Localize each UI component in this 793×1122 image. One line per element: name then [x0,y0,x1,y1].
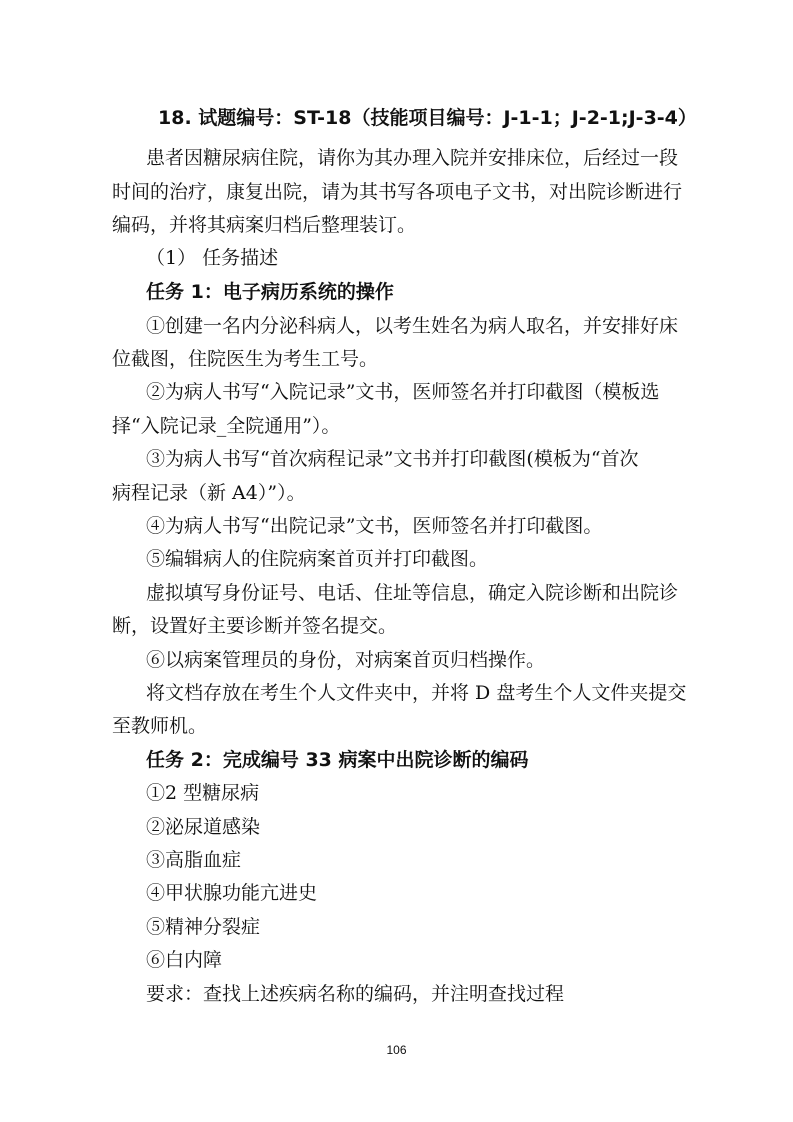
page-number: 106 [386,1043,407,1057]
diagnosis-item: ③高脂血症 [146,849,242,871]
task1-line: 位截图，住院医生为考生工号。 [112,348,379,370]
task1-line: ⑤编辑病人的住院病案首页并打印截图。 [146,548,489,570]
diagnosis-item: ①2 型糖尿病 [146,782,260,804]
intro-line-2: 时间的治疗，康复出院，请为其书写各项电子文书，对出院诊断进行 [112,181,683,203]
task2-heading: 任务 2：完成编号 33 病案中出院诊断的编码 [146,749,529,771]
task1-line: ③为病人书写“首次病程记录”文书并打印截图(模板为“首次 [146,448,639,470]
task1-line: 择“入院记录_全院通用”）。 [112,415,341,437]
task1-line: 病程记录（新 A4）”）。 [112,482,306,504]
section-heading: （1） 任务描述 [146,247,279,269]
diagnosis-item: ④甲状腺功能亢进史 [146,882,318,904]
diagnosis-item: ⑤精神分裂症 [146,916,261,938]
task2-requirement: 要求：查找上述疾病名称的编码，并注明查找过程 [146,983,565,1005]
diagnosis-item: ②泌尿道感染 [146,816,261,838]
task1-line: 至教师机。 [112,715,208,737]
task1-line: ①创建一名内分泌科病人，以考生姓名为病人取名，并安排好床 [146,315,679,337]
task1-line: ④为病人书写“出院记录”文书，医师签名并打印截图。 [146,515,603,537]
task1-heading: 任务 1：电子病历系统的操作 [146,281,394,303]
diagnosis-item: ⑥白内障 [146,949,223,971]
task1-line: 将文档存放在考生个人文件夹中，并将 D 盘考生个人文件夹提交 [146,682,687,704]
task1-line: 虚拟填写身份证号、电话、住址等信息，确定入院诊断和出院诊 [146,582,679,604]
task1-line: 断，设置好主要诊断并签名提交。 [112,615,398,637]
question-title: 18. 试题编号：ST-18（技能项目编号：J-1-1；J-2-1;J-3-4） [158,107,697,129]
intro-line-1: 患者因糖尿病住院，请你为其办理入院并安排床位，后经过一段 [146,147,679,169]
task1-line: ②为病人书写“入院记录”文书，医师签名并打印截图（模板选 [146,381,660,403]
intro-line-3: 编码，并将其病案归档后整理装订。 [112,214,417,236]
task1-line: ⑥以病案管理员的身份，对病案首页归档操作。 [146,649,546,671]
